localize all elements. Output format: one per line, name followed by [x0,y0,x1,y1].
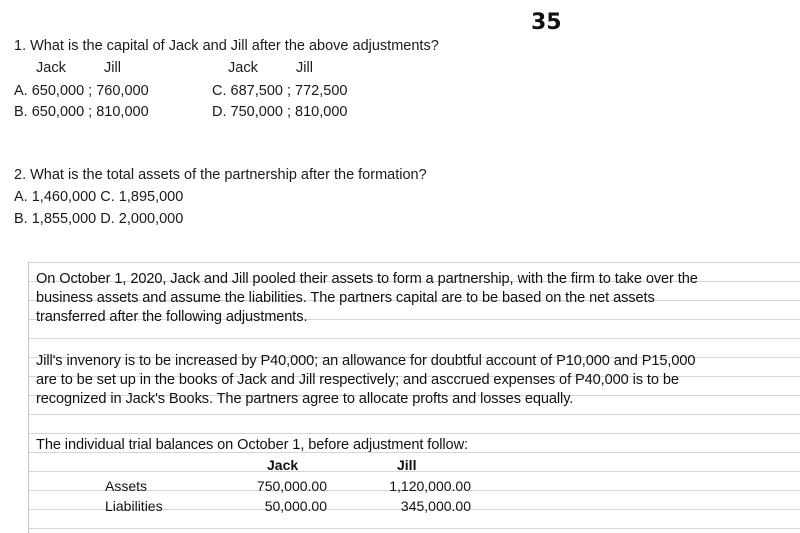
q2-options-line-1: A. 1,460,000 C. 1,895,000 [14,189,184,205]
question-1-prompt: 1. What is the capital of Jack and Jill after the above adjustments? [14,38,439,54]
grid-line [29,414,800,415]
paragraph-1-line-3: transferred after the following adjustments. [36,309,308,325]
q1-option-b: B. 650,000 ; 810,000 [14,104,149,120]
grid-line [29,433,800,434]
grid-line [29,262,800,263]
paragraph-2-line-3: recognized in Jack's Books. The partners agree to allocate profts and losses equally. [36,391,574,407]
trial-balance-cell-jack: 50,000.00 [264,498,327,514]
paragraph-2-line-2: are to be set up in the books of Jack and Jill respectively; and asccrued expenses of P40,000 is to be [36,372,679,388]
q1-option-a: A. 650,000 ; 760,000 [14,83,149,99]
paragraph-1-line-1: On October 1, 2020, Jack and Jill pooled their assets to form a partnership, with the firm to take over the [36,271,698,287]
trial-balance-intro: The individual trial balances on October 1, before adjustment follow: [36,437,468,453]
q1-option-d: D. 750,000 ; 810,000 [212,104,348,120]
grid-line [29,338,800,339]
page-number: 35 [531,10,562,35]
trial-balance-header-jack: Jack [267,457,299,473]
paragraph-2-line-1: Jill's invenory is to be increased by P40,000; an allowance for doubtful account of P10,000 and P15,000 [36,353,696,369]
q2-options-line-2: B. 1,855,000 D. 2,000,000 [14,211,184,227]
question-2-prompt: 2. What is the total assets of the partnership after the formation? [14,167,427,183]
q1-left-jill-header: Jill [104,60,121,76]
trial-balance-cell-jack: 750,000.00 [256,478,327,494]
q1-right-jack-header: Jack [228,60,258,76]
q1-option-c: C. 687,500 ; 772,500 [212,83,348,99]
paragraph-1-line-2: business assets and assume the liabilities. The partners capital are to be based on the net assets [36,290,655,306]
trial-balance-row-label: Liabilities [105,498,163,514]
q1-left-jack-header: Jack [36,60,66,76]
trial-balance-row-label: Assets [105,478,148,494]
grid-line [29,528,800,529]
problem-excerpt [28,262,800,533]
trial-balance-header-jill: Jill [397,457,417,473]
trial-balance-cell-jill: 345,000.00 [400,498,471,514]
q1-right-jill-header: Jill [296,60,313,76]
trial-balance-cell-jill: 1,120,000.00 [389,478,471,494]
